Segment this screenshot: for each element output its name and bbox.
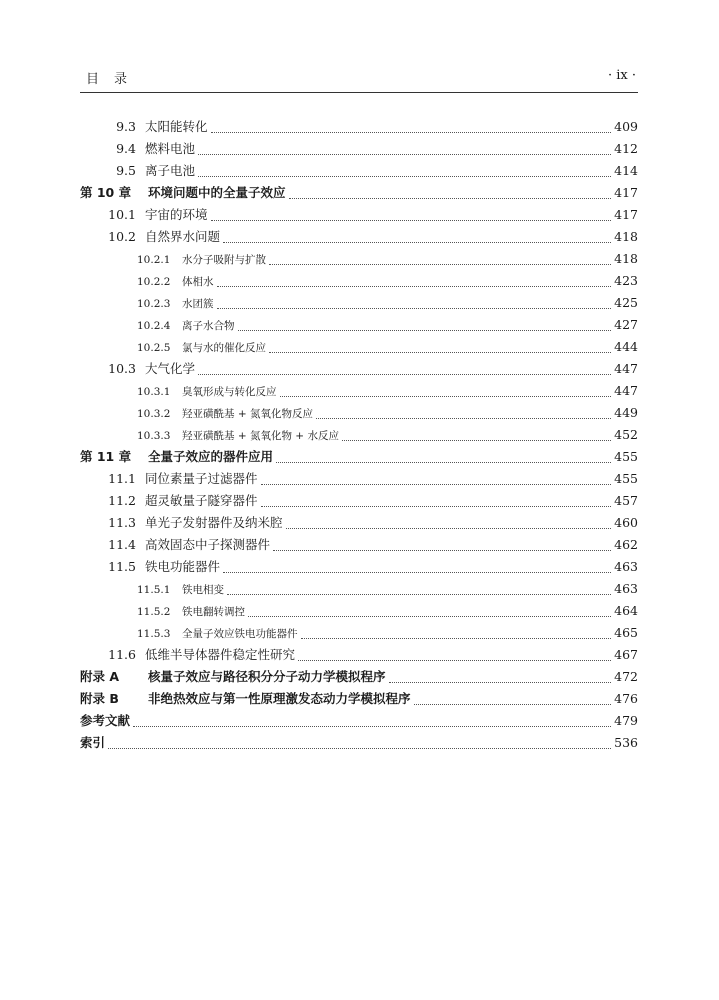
toc-entry-page: 455	[614, 471, 638, 486]
toc-entry-title: 索引	[80, 735, 106, 750]
toc-entry-number: 11.1	[108, 471, 136, 486]
toc-entry-page: 417	[614, 185, 638, 200]
toc-entry[interactable]	[80, 314, 638, 336]
toc-entry-title: 核量子效应与路径积分分子动力学模拟程序	[148, 669, 386, 684]
toc-entry[interactable]	[80, 424, 638, 446]
toc-entry-page: 455	[614, 449, 638, 464]
toc-entry-number: 11.5.3	[137, 628, 171, 640]
dot-leader	[316, 417, 611, 419]
toc-entry-number: 9.4	[116, 141, 136, 156]
toc-entry-title: 羟亚磺酰基 + 氮氧化物反应	[182, 408, 313, 420]
toc-entry-number: 10.3	[108, 361, 136, 376]
dot-leader	[238, 329, 612, 331]
toc-entry-title: 高效固态中子探测器件	[145, 537, 271, 552]
toc-entry[interactable]	[80, 248, 638, 270]
dot-leader	[286, 527, 611, 529]
toc-entry[interactable]	[80, 732, 638, 754]
dot-leader	[273, 549, 611, 551]
toc-entry[interactable]	[80, 160, 638, 182]
toc-entry-number: 11.5	[108, 559, 136, 574]
toc-entry-title: 体相水	[182, 276, 214, 288]
dot-leader	[211, 131, 611, 133]
toc-entry-number: 10.2.3	[137, 298, 171, 310]
dot-leader	[269, 351, 611, 353]
toc-entry-page: 409	[614, 119, 638, 134]
toc-entry-page: 417	[614, 207, 638, 222]
toc-entry[interactable]	[80, 138, 638, 160]
dot-leader	[248, 615, 611, 617]
dot-leader	[389, 681, 611, 683]
table-of-contents	[80, 116, 638, 754]
toc-entry-number: 11.5.2	[137, 606, 171, 618]
toc-entry[interactable]	[80, 666, 638, 688]
toc-entry-title: 离子水合物	[182, 320, 235, 332]
toc-entry-title: 太阳能转化	[145, 119, 208, 134]
toc-entry-page: 418	[614, 251, 638, 266]
toc-entry-title: 铁电翻转调控	[182, 606, 245, 618]
toc-entry-page: 449	[614, 405, 638, 420]
toc-entry-title: 离子电池	[145, 163, 196, 178]
toc-entry-page: 463	[614, 559, 638, 574]
toc-entry[interactable]	[80, 710, 638, 732]
dot-leader	[301, 637, 612, 639]
toc-entry-title: 全量子效应铁电功能器件	[182, 628, 298, 640]
toc-entry-title: 同位素量子过滤器件	[145, 471, 258, 486]
toc-entry[interactable]	[80, 578, 638, 600]
dot-leader	[223, 241, 611, 243]
toc-entry-title: 环境问题中的全量子效应	[148, 185, 286, 200]
toc-entry-title: 水分子吸附与扩散	[182, 254, 266, 266]
toc-entry[interactable]	[80, 204, 638, 226]
dot-leader	[198, 175, 611, 177]
dot-leader	[198, 373, 611, 375]
toc-entry-title: 自然界水问题	[145, 229, 221, 244]
toc-entry[interactable]	[80, 116, 638, 138]
toc-entry-number: 9.5	[116, 163, 136, 178]
toc-entry-title: 氯与水的催化反应	[182, 342, 266, 354]
toc-entry[interactable]	[80, 402, 638, 424]
toc-entry-title: 臭氧形成与转化反应	[182, 386, 277, 398]
toc-entry-page: 464	[614, 603, 638, 618]
toc-entry-number: 11.3	[108, 515, 136, 530]
toc-entry-number: 11.6	[108, 647, 136, 662]
toc-entry-number: 11.5.1	[137, 584, 171, 596]
toc-entry-page: 423	[614, 273, 638, 288]
toc-entry-page: 460	[614, 515, 638, 530]
toc-entry-page: 479	[614, 713, 638, 728]
toc-entry[interactable]	[80, 358, 638, 380]
toc-entry-number: 10.2.4	[137, 320, 171, 332]
toc-entry-page: 463	[614, 581, 638, 596]
dot-leader	[269, 263, 611, 265]
toc-entry-title: 非绝热效应与第一性原理激发态动力学模拟程序	[148, 691, 411, 706]
dot-leader	[298, 659, 611, 661]
toc-entry-number: 第 10 章	[80, 185, 132, 200]
dot-leader	[227, 593, 611, 595]
toc-entry-page: 427	[614, 317, 638, 332]
toc-entry-title: 铁电功能器件	[145, 559, 221, 574]
toc-entry-number: 附录 B	[80, 691, 119, 706]
toc-entry-page: 452	[614, 427, 638, 442]
toc-entry-page: 444	[614, 339, 638, 354]
dot-leader	[289, 197, 611, 199]
toc-entry-title: 参考文献	[80, 713, 131, 728]
toc-entry-number: 9.3	[116, 119, 136, 134]
dot-leader	[217, 307, 612, 309]
toc-entry[interactable]	[80, 512, 638, 534]
toc-entry[interactable]	[80, 446, 638, 468]
toc-entry-number: 附录 A	[80, 669, 120, 684]
toc-entry[interactable]	[80, 226, 638, 248]
toc-entry-number: 10.2.2	[137, 276, 171, 288]
toc-entry-number: 10.3.1	[137, 386, 171, 398]
toc-entry[interactable]	[80, 534, 638, 556]
toc-entry-number: 10.3.2	[137, 408, 171, 420]
toc-entry[interactable]	[80, 292, 638, 314]
toc-entry[interactable]	[80, 468, 638, 490]
toc-entry-title: 超灵敏量子隧穿器件	[145, 493, 258, 508]
toc-entry-page: 536	[614, 735, 638, 750]
toc-entry-page: 425	[614, 295, 638, 310]
toc-entry-title: 低维半导体器件稳定性研究	[145, 647, 296, 662]
toc-entry-title: 铁电相变	[182, 584, 224, 596]
toc-entry-title: 全量子效应的器件应用	[148, 449, 274, 464]
toc-entry-number: 10.1	[108, 207, 136, 222]
dot-leader	[108, 747, 611, 749]
toc-entry-number: 10.3.3	[137, 430, 171, 442]
dot-leader	[223, 571, 611, 573]
toc-entry[interactable]	[80, 270, 638, 292]
toc-entry-title: 单光子发射器件及纳米腔	[145, 515, 283, 530]
page-header	[80, 64, 638, 93]
toc-entry[interactable]	[80, 336, 638, 358]
toc-entry-number: 11.2	[108, 493, 136, 508]
toc-entry-number: 11.4	[108, 537, 136, 552]
dot-leader	[198, 153, 611, 155]
toc-entry-page: 412	[614, 141, 638, 156]
toc-entry-number: 10.2	[108, 229, 136, 244]
toc-entry[interactable]	[80, 380, 638, 402]
toc-entry-page: 467	[614, 647, 638, 662]
toc-entry-title: 大气化学	[145, 361, 196, 376]
dot-leader	[217, 285, 612, 287]
toc-entry-page: 447	[614, 361, 638, 376]
toc-entry-number: 10.2.5	[137, 342, 171, 354]
dot-leader	[133, 725, 611, 727]
toc-entry-page: 476	[614, 691, 638, 706]
toc-entry[interactable]	[80, 644, 638, 666]
toc-entry-page: 472	[614, 669, 638, 684]
toc-entry[interactable]	[80, 490, 638, 512]
dot-leader	[280, 395, 612, 397]
toc-entry-title: 羟亚磺酰基 + 氮氧化物 + 水反应	[182, 430, 339, 442]
toc-entry-number: 第 11 章	[80, 449, 132, 464]
toc-entry-page: 414	[614, 163, 638, 178]
toc-entry-page: 457	[614, 493, 638, 508]
toc-entry-title: 燃料电池	[145, 141, 196, 156]
dot-leader	[261, 505, 611, 507]
toc-entry-title: 水团簇	[182, 298, 214, 310]
dot-leader	[276, 461, 611, 463]
running-title: 目 录	[86, 72, 129, 87]
toc-entry[interactable]	[80, 182, 638, 204]
dot-leader	[261, 483, 611, 485]
toc-entry-number: 10.2.1	[137, 254, 171, 266]
toc-entry-page: 462	[614, 537, 638, 552]
dot-leader	[414, 703, 611, 705]
toc-entry[interactable]	[80, 556, 638, 578]
dot-leader	[211, 219, 611, 221]
dot-leader	[342, 439, 611, 441]
toc-entry[interactable]	[80, 622, 638, 644]
toc-entry[interactable]	[80, 600, 638, 622]
page-number: · ix ·	[607, 68, 636, 83]
toc-entry-page: 447	[614, 383, 638, 398]
toc-entry-title: 宇宙的环境	[145, 207, 208, 222]
toc-entry[interactable]	[80, 688, 638, 710]
toc-entry-page: 465	[614, 625, 638, 640]
toc-entry-page: 418	[614, 229, 638, 244]
